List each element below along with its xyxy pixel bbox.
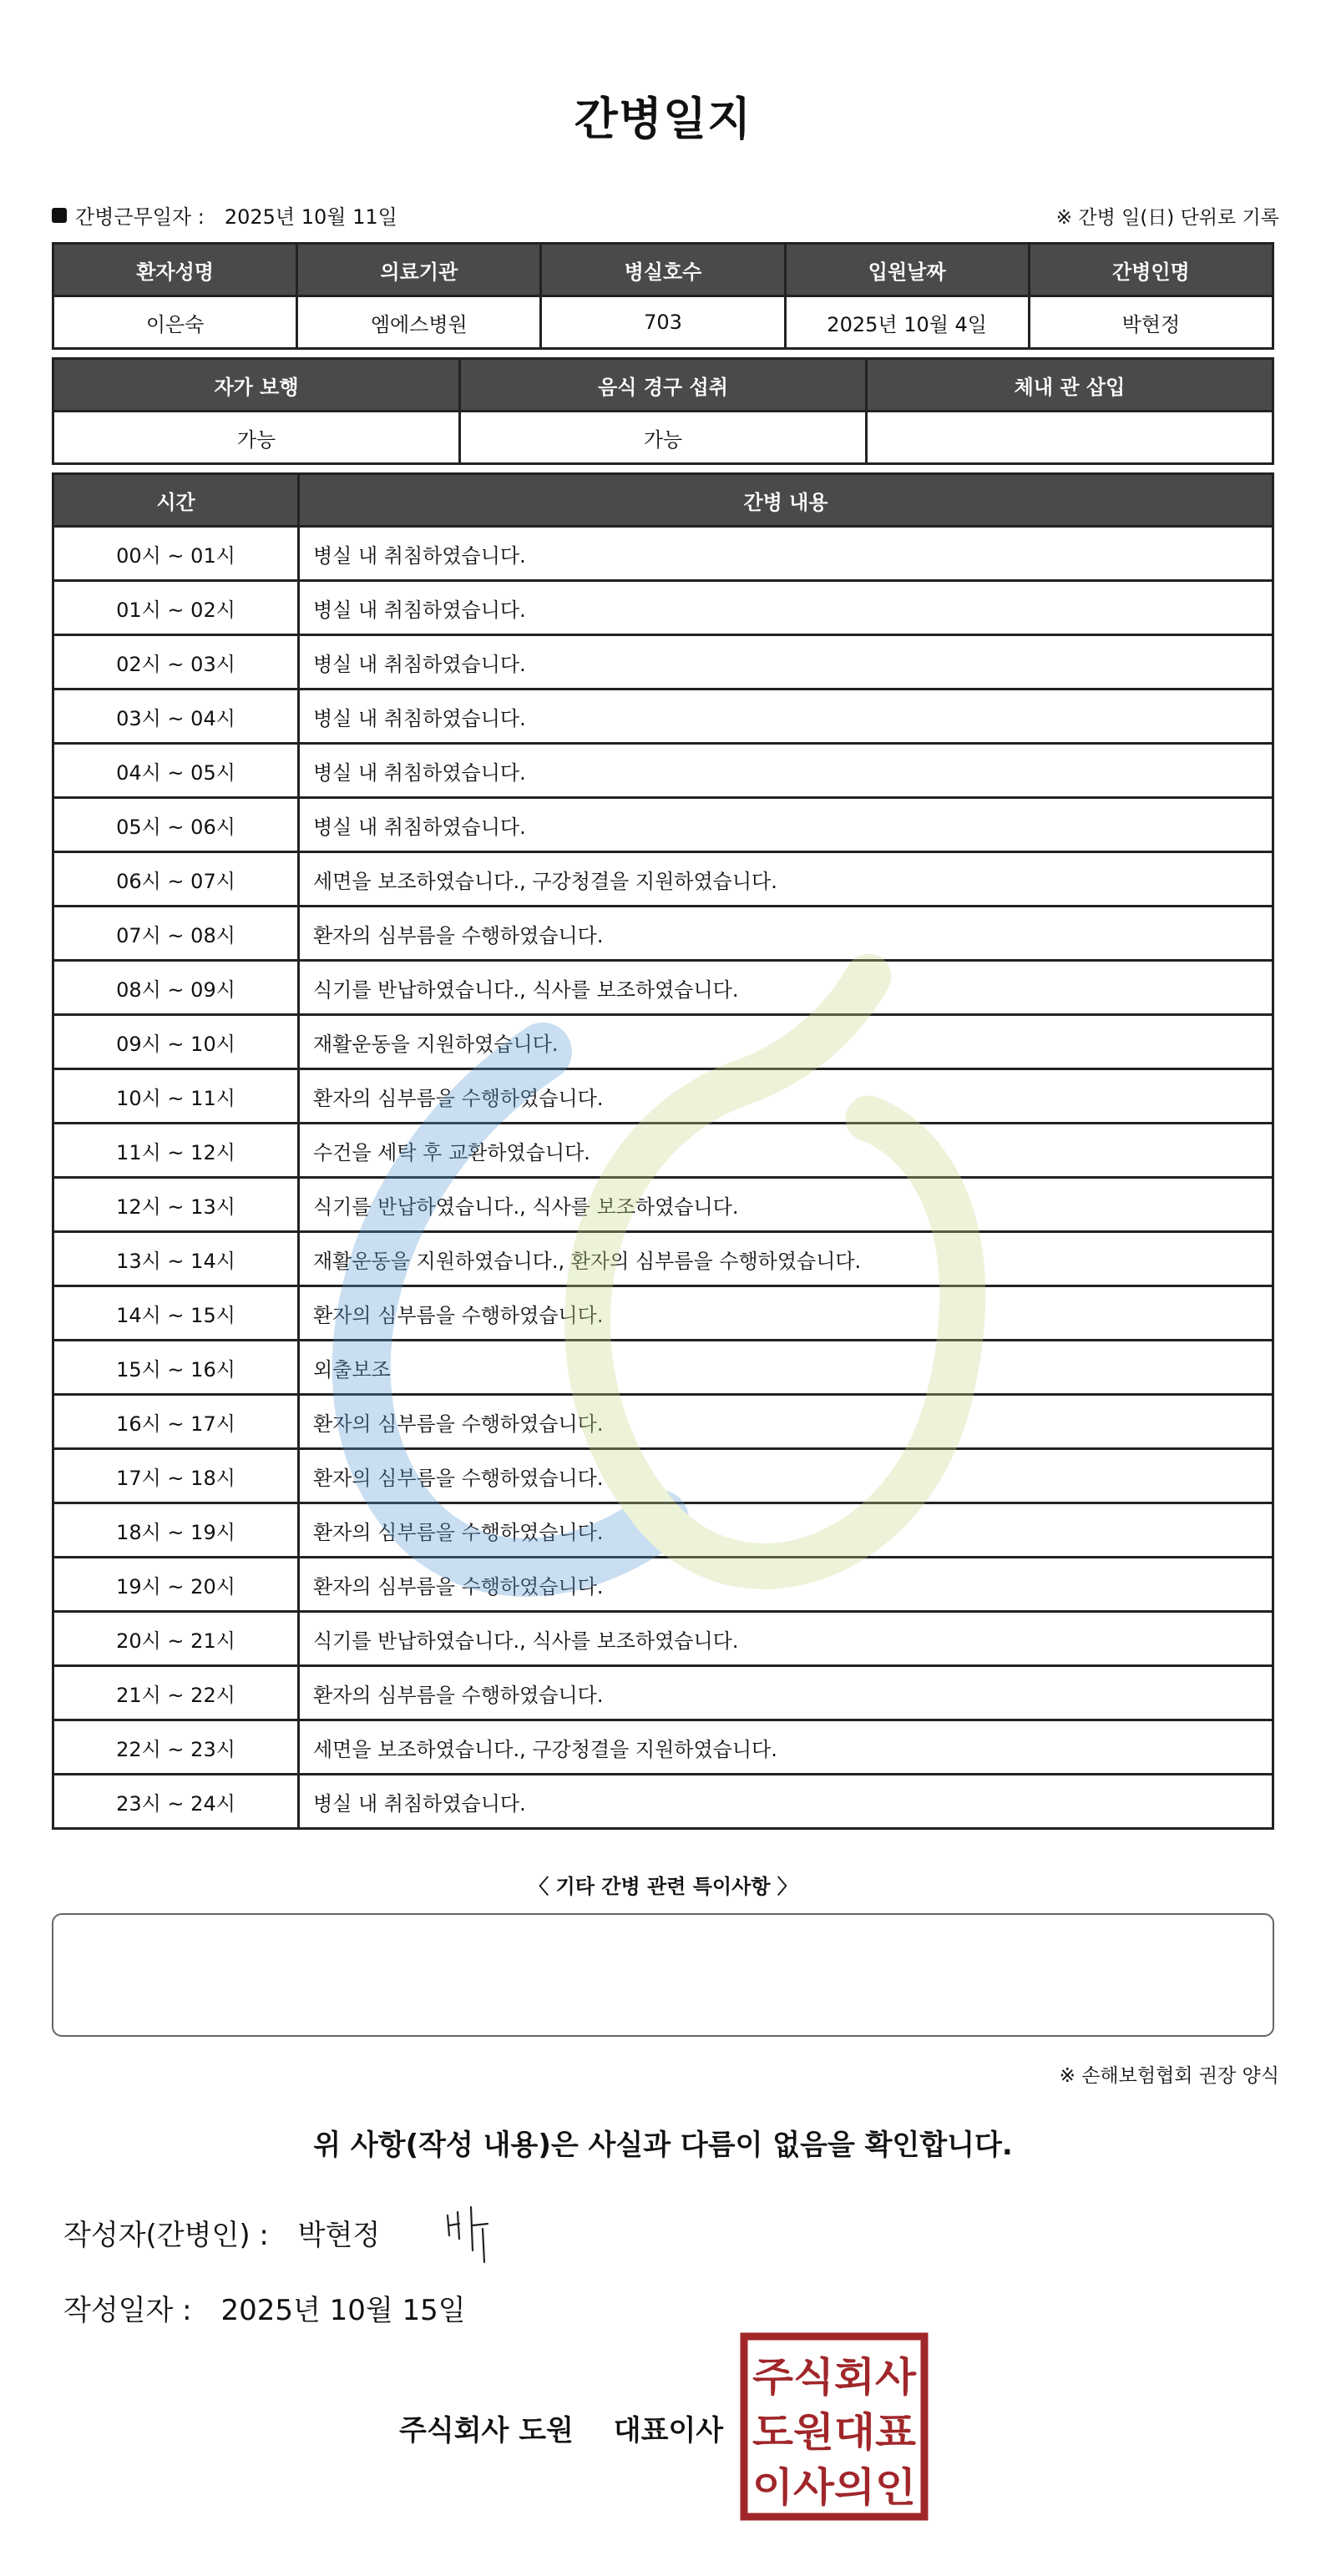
patient-header-row <box>53 244 1273 296</box>
work-date-value: 2025년 10월 11일 <box>224 205 397 229</box>
log-row <box>53 1503 1273 1558</box>
log-body <box>53 527 1273 1829</box>
log-content: 재활운동을 지원하였습니다. <box>299 1015 1273 1069</box>
ceo-title: 대표이사 <box>613 2414 724 2447</box>
log-row <box>53 961 1273 1015</box>
seal-text-line: 주식회사 <box>752 2354 917 2401</box>
log-time: 09시 ~ 10시 <box>53 1015 299 1069</box>
square-bullet-icon <box>52 208 67 223</box>
header-room: 병실호수 <box>541 244 785 296</box>
log-time: 10시 ~ 11시 <box>53 1069 299 1124</box>
seal-text-line: 이사의인 <box>752 2464 916 2511</box>
log-row <box>53 527 1273 581</box>
log-row <box>53 1558 1273 1612</box>
log-content: 병실 내 취침하였습니다. <box>299 527 1273 581</box>
log-row <box>53 1449 1273 1503</box>
log-time: 00시 ~ 01시 <box>53 527 299 581</box>
patient-value-row <box>53 296 1273 349</box>
log-row <box>53 1666 1273 1720</box>
page-title: 간병일지 <box>574 93 752 145</box>
log-content: 병실 내 취침하였습니다. <box>299 1775 1273 1829</box>
log-time: 21시 ~ 22시 <box>53 1666 299 1720</box>
header-tube: 체내 관 삽입 <box>867 359 1273 412</box>
log-content: 재활운동을 지원하였습니다., 환자의 심부름을 수행하였습니다. <box>299 1232 1273 1286</box>
log-row <box>53 852 1273 907</box>
special-notes-title: 〈 기타 간병 관련 특이사항 〉 <box>529 1875 797 1898</box>
log-row <box>53 689 1273 744</box>
log-content: 환자의 심부름을 수행하였습니다. <box>299 1449 1273 1503</box>
log-content: 환자의 심부름을 수행하였습니다. <box>299 1666 1273 1720</box>
header-patient-name: 환자성명 <box>53 244 297 296</box>
admission-date: 2025년 10월 4일 <box>785 296 1029 349</box>
log-time: 11시 ~ 12시 <box>53 1124 299 1178</box>
log-time: 19시 ~ 20시 <box>53 1558 299 1612</box>
header-admission-date: 입원날짜 <box>785 244 1029 296</box>
patient-info-table <box>52 242 1274 350</box>
log-row <box>53 581 1273 635</box>
log-row <box>53 1775 1273 1829</box>
form-source-note: ※ 손해보험협회 권장 양식 <box>1059 2065 1279 2087</box>
log-content: 병실 내 취침하였습니다. <box>299 635 1273 689</box>
log-time: 03시 ~ 04시 <box>53 689 299 744</box>
tube-status <box>867 412 1273 464</box>
oral-intake-status: 가능 <box>460 412 867 464</box>
log-row <box>53 1124 1273 1178</box>
log-content: 병실 내 취침하였습니다. <box>299 744 1273 798</box>
company-name: 주식회사 도원 <box>399 2414 574 2447</box>
log-row <box>53 1612 1273 1666</box>
patient-status-table <box>52 357 1274 465</box>
log-row <box>53 1341 1273 1395</box>
status-header-row <box>53 359 1273 412</box>
header-hospital: 의료기관 <box>297 244 541 296</box>
log-time: 02시 ~ 03시 <box>53 635 299 689</box>
log-content: 환자의 심부름을 수행하였습니다. <box>299 907 1273 961</box>
log-content: 식기를 반납하였습니다., 식사를 보조하였습니다. <box>299 1612 1273 1666</box>
log-content: 병실 내 취침하였습니다. <box>299 798 1273 852</box>
written-date-value: 2025년 10월 15일 <box>220 2294 466 2327</box>
log-content: 환자의 심부름을 수행하였습니다. <box>299 1395 1273 1449</box>
log-content: 환자의 심부름을 수행하였습니다. <box>299 1558 1273 1612</box>
log-content: 병실 내 취침하였습니다. <box>299 689 1273 744</box>
log-content: 외출보조 <box>299 1341 1273 1395</box>
header-care-content: 간병 내용 <box>299 474 1273 527</box>
log-time: 08시 ~ 09시 <box>53 961 299 1015</box>
written-date-label: 작성일자 : <box>63 2294 192 2327</box>
header-oral-intake: 음식 경구 섭취 <box>460 359 867 412</box>
log-content: 세면을 보조하였습니다., 구강청결을 지원하였습니다. <box>299 1720 1273 1775</box>
log-row <box>53 1015 1273 1069</box>
log-content: 환자의 심부름을 수행하였습니다. <box>299 1286 1273 1341</box>
log-time: 07시 ~ 08시 <box>53 907 299 961</box>
log-row <box>53 798 1273 852</box>
writer-label: 작성자(간병인) : <box>63 2219 269 2252</box>
log-content: 수건을 세탁 후 교환하였습니다. <box>299 1124 1273 1178</box>
special-notes-box <box>52 1913 1274 2037</box>
log-time: 23시 ~ 24시 <box>53 1775 299 1829</box>
header-caregiver: 간병인명 <box>1029 244 1273 296</box>
log-row <box>53 744 1273 798</box>
log-row <box>53 1178 1273 1232</box>
log-row <box>53 1069 1273 1124</box>
log-time: 01시 ~ 02시 <box>53 581 299 635</box>
log-content: 환자의 심부름을 수행하였습니다. <box>299 1503 1273 1558</box>
log-time: 14시 ~ 15시 <box>53 1286 299 1341</box>
log-time: 20시 ~ 21시 <box>53 1612 299 1666</box>
work-date-row <box>52 200 397 230</box>
log-row <box>53 907 1273 961</box>
log-header-row <box>53 474 1273 527</box>
confirmation-statement: 위 사항(작성 내용)은 사실과 다름이 없음을 확인합니다. <box>313 2129 1013 2162</box>
log-content: 환자의 심부름을 수행하였습니다. <box>299 1069 1273 1124</box>
header-time: 시간 <box>53 474 299 527</box>
log-content: 식기를 반납하였습니다., 식사를 보조하였습니다. <box>299 1178 1273 1232</box>
hospital-name: 엠에스병원 <box>297 296 541 349</box>
log-content: 식기를 반납하였습니다., 식사를 보조하였습니다. <box>299 961 1273 1015</box>
room-number: 703 <box>541 296 785 349</box>
log-time: 12시 ~ 13시 <box>53 1178 299 1232</box>
log-time: 13시 ~ 14시 <box>53 1232 299 1286</box>
log-content: 세면을 보조하였습니다., 구강청결을 지원하였습니다. <box>299 852 1273 907</box>
written-date-row <box>63 2287 466 2328</box>
log-time: 18시 ~ 19시 <box>53 1503 299 1558</box>
log-time: 15시 ~ 16시 <box>53 1341 299 1395</box>
walking-status: 가능 <box>53 412 460 464</box>
log-time: 17시 ~ 18시 <box>53 1449 299 1503</box>
care-log-table <box>52 472 1274 1830</box>
log-time: 05시 ~ 06시 <box>53 798 299 852</box>
patient-name: 이은숙 <box>53 296 297 349</box>
log-time: 22시 ~ 23시 <box>53 1720 299 1775</box>
record-unit-note: ※ 간병 일(日) 단위로 기록 <box>1055 207 1279 229</box>
log-time: 04시 ~ 05시 <box>53 744 299 798</box>
signature-icon <box>443 2200 501 2267</box>
log-row <box>53 1395 1273 1449</box>
seal-text-line: 도원대표 <box>752 2409 917 2456</box>
writer-name: 박현정 <box>297 2219 381 2252</box>
work-date-label: 간병근무일자 : <box>75 205 205 229</box>
status-value-row <box>53 412 1273 464</box>
company-seal-icon <box>740 2332 929 2521</box>
caregiver-name: 박현정 <box>1029 296 1273 349</box>
log-time: 06시 ~ 07시 <box>53 852 299 907</box>
log-row <box>53 1232 1273 1286</box>
log-row <box>53 1720 1273 1775</box>
log-row <box>53 635 1273 689</box>
company-signature-row <box>399 2407 723 2448</box>
log-time: 16시 ~ 17시 <box>53 1395 299 1449</box>
log-content: 병실 내 취침하였습니다. <box>299 581 1273 635</box>
log-row <box>53 1286 1273 1341</box>
header-walking: 자가 보행 <box>53 359 460 412</box>
writer-row <box>63 2212 380 2253</box>
